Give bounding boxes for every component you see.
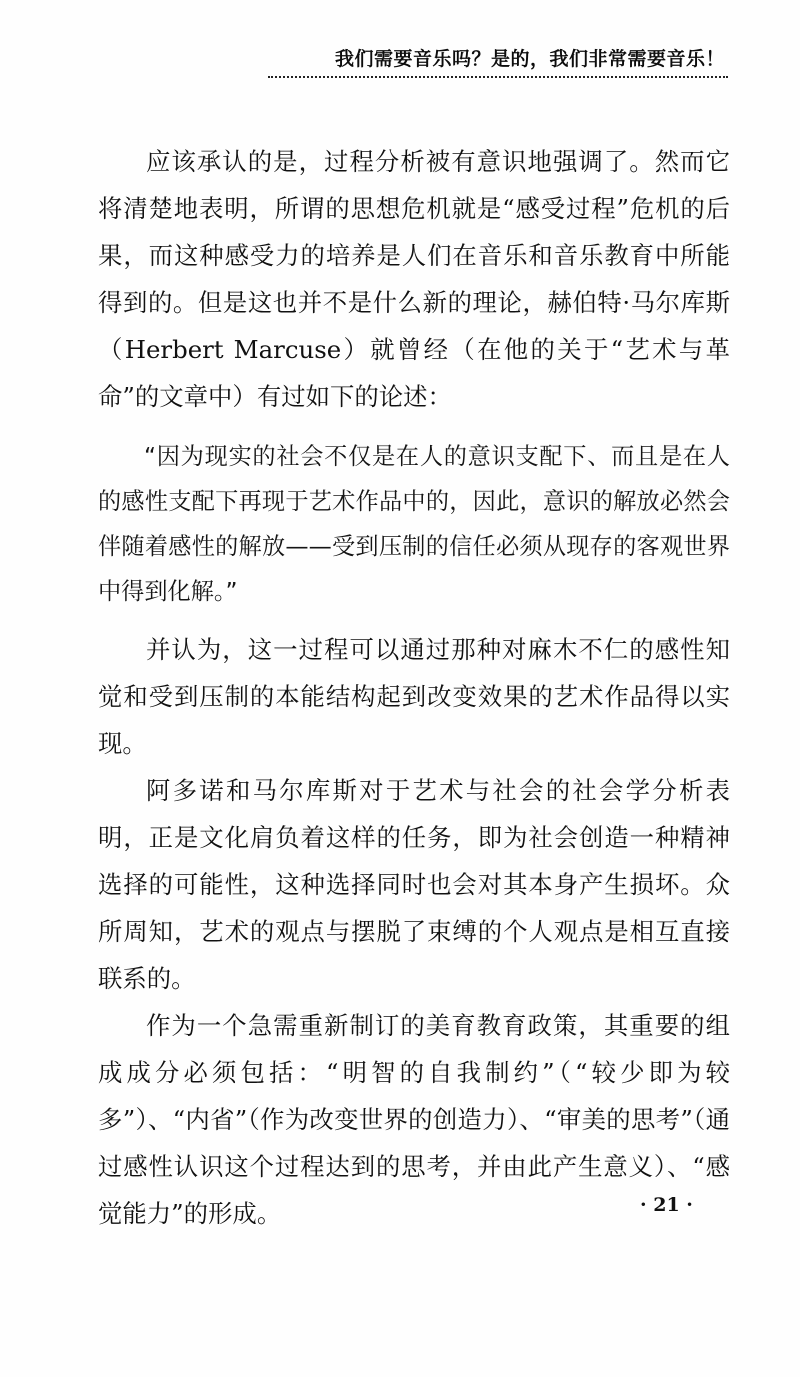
page-number: · 21 · <box>640 1194 693 1216</box>
paragraph-3: 阿多诺和马尔库斯对于艺术与社会的社会学分析表明，正是文化肩负着这样的任务，即为社会创造一种精神选择的可能性，这种选择同时也会对其本身产生损坏。众所周知，艺术的观点与摆脱了束缚的个人观点是相互直接联系的。 <box>98 776 730 993</box>
body-text <box>98 138 730 1237</box>
running-header-title: 我们需要音乐吗？是的，我们非常需要音乐！ <box>334 48 725 70</box>
block-quote: “因为现实的社会不仅是在人的意识支配下、而且是在人的感性支配下再现于艺术作品中的，因此，意识的解放必然会伴随着感性的解放——受到压制的信任必须从现存的客观世界中得到化解。” <box>98 443 730 605</box>
paragraph-2: 并认为，这一过程可以通过那种对麻木不仁的感性知觉和受到压制的本能结构起到改变效果的艺术作品得以实现。 <box>98 635 730 758</box>
paragraph-1: 应该承认的是，过程分析被有意识地强调了。然而它将清楚地表明，所谓的思想危机就是“感受过程”危机的后果，而这种感受力的培养是人们在音乐和音乐教育中所能得到的。但是这也并不是什么新的理论，赫伯特·马尔库斯（Herbert Marcuse）就曾经（在他的关于“艺术与革命”的文章中）有过如下的论述： <box>98 147 730 411</box>
header-dotted-rule <box>268 76 728 78</box>
paragraph-4: 作为一个急需重新制订的美育教育政策，其重要的组成成分必须包括：“明智的自我制约”（“较少即为较多”）、“内省”（作为改变世界的创造力）、“审美的思考”（通过感性认识这个过程达到的思考，并由此产生意义）、“感觉能力”的形成。 <box>98 1011 730 1228</box>
